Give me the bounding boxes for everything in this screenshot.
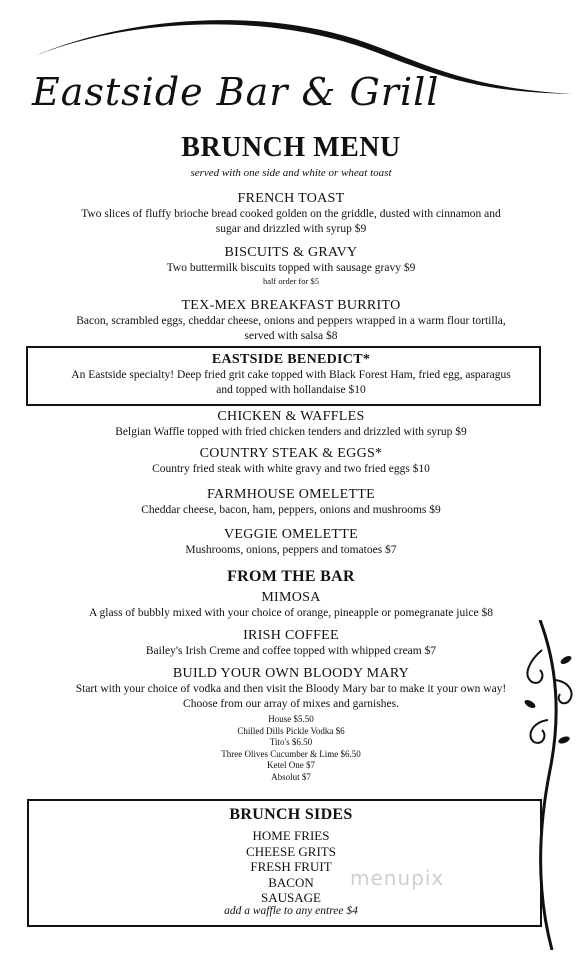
item-desc: served with salsa $8 xyxy=(244,330,338,342)
item-name: FARMHOUSE OMELETTE xyxy=(206,487,376,502)
side-item: BACON xyxy=(268,874,314,890)
item-name: BISCUITS & GRAVY xyxy=(224,245,358,260)
item-name: IRISH COFFEE xyxy=(243,628,339,643)
item-note: half order for $5 xyxy=(263,276,319,286)
side-item: HOME FRIES xyxy=(252,828,330,843)
item-desc: Choose from our array of mixes and garnishes. xyxy=(183,698,399,710)
item-name: BUILD YOUR OWN BLOODY MARY xyxy=(172,666,410,681)
item-name: VEGGIE OMELETTE xyxy=(224,527,358,542)
bar-item-irish-coffee xyxy=(0,628,582,659)
page-title: BRUNCH MENU xyxy=(181,132,401,163)
item-desc: Bacon, scrambled eggs, cheddar cheese, onions and peppers wrapped in a warm flour tortilla, xyxy=(76,315,506,327)
menu-item-french-toast xyxy=(0,191,582,237)
menu-item-chicken-waffles xyxy=(0,409,582,440)
menu-item-breakfast-burrito xyxy=(0,298,582,344)
item-desc: Two slices of fluffy brioche bread cooked golden on the griddle, dusted with cinnamon and xyxy=(81,208,501,220)
item-name: COUNTRY STEAK & EGGS* xyxy=(199,446,383,461)
item-desc: Two buttermilk biscuits topped with sausage gravy $9 xyxy=(166,262,416,274)
bar-item-bloody-mary xyxy=(0,666,582,712)
item-desc: Belgian Waffle topped with fried chicken tenders and drizzled with syrup $9 xyxy=(115,426,467,438)
vodka-option: Tito's $6.50 xyxy=(269,737,313,747)
sides-note: add a waffle to any entree $4 xyxy=(224,905,358,917)
item-desc: Mushrooms, onions, peppers and tomatoes $7 xyxy=(185,544,397,556)
vodka-option: Ketel One $7 xyxy=(267,760,315,770)
sides-list xyxy=(0,828,582,906)
side-item: CHEESE GRITS xyxy=(246,843,336,859)
item-desc: sugar and drizzled with syrup $9 xyxy=(215,223,367,235)
vodka-option: Chilled Dills Pickle Vodka $6 xyxy=(237,725,345,736)
item-desc: An Eastside specialty! Deep fried grit cake topped with Black Forest Ham, fried egg, asparagus xyxy=(71,369,511,381)
item-desc: Country fried steak with white gravy and two fried eggs $10 xyxy=(152,463,430,475)
menu-item-veggie-omelette xyxy=(0,527,582,558)
section-title-sides: BRUNCH SIDES xyxy=(229,806,353,823)
item-name: MIMOSA xyxy=(261,590,321,605)
watermark-logo: menupix xyxy=(350,866,445,890)
side-item: FRESH FRUIT xyxy=(250,859,332,874)
item-desc: A glass of bubbly mixed with your choice of orange, pineapple or pomegranate juice $8 xyxy=(89,607,493,619)
vodka-option: Absolut $7 xyxy=(271,771,311,782)
vodka-list xyxy=(0,714,582,783)
page-subtitle: served with one side and white or wheat toast xyxy=(190,167,392,179)
restaurant-logo: Eastside Bar & Grill xyxy=(32,70,440,114)
item-desc: Bailey's Irish Creme and coffee topped with whipped cream $7 xyxy=(145,645,437,657)
side-item: SAUSAGE xyxy=(261,890,321,905)
item-desc: and topped with hollandaise $10 xyxy=(216,384,366,396)
menu-item-biscuits-gravy xyxy=(0,245,582,286)
item-desc: Start with your choice of vodka and then visit the Bloody Mary bar to make it your own way! xyxy=(75,683,507,695)
item-desc: Cheddar cheese, bacon, ham, peppers, onions and mushrooms $9 xyxy=(141,504,441,516)
bar-item-mimosa xyxy=(0,590,582,621)
menu-item-country-steak xyxy=(0,446,582,477)
item-name: FRENCH TOAST xyxy=(237,191,345,206)
vodka-option: Three Olives Cucumber & Lime $6.50 xyxy=(221,748,361,759)
vodka-option: House $5.50 xyxy=(268,714,314,724)
menu-item-eastside-benedict xyxy=(0,352,582,398)
menu-item-farmhouse-omelette xyxy=(0,487,582,518)
item-name: EASTSIDE BENEDICT* xyxy=(211,352,371,367)
item-name: TEX-MEX BREAKFAST BURRITO xyxy=(181,298,401,313)
item-name: CHICKEN & WAFFLES xyxy=(217,409,365,424)
section-title-bar: FROM THE BAR xyxy=(227,568,355,585)
